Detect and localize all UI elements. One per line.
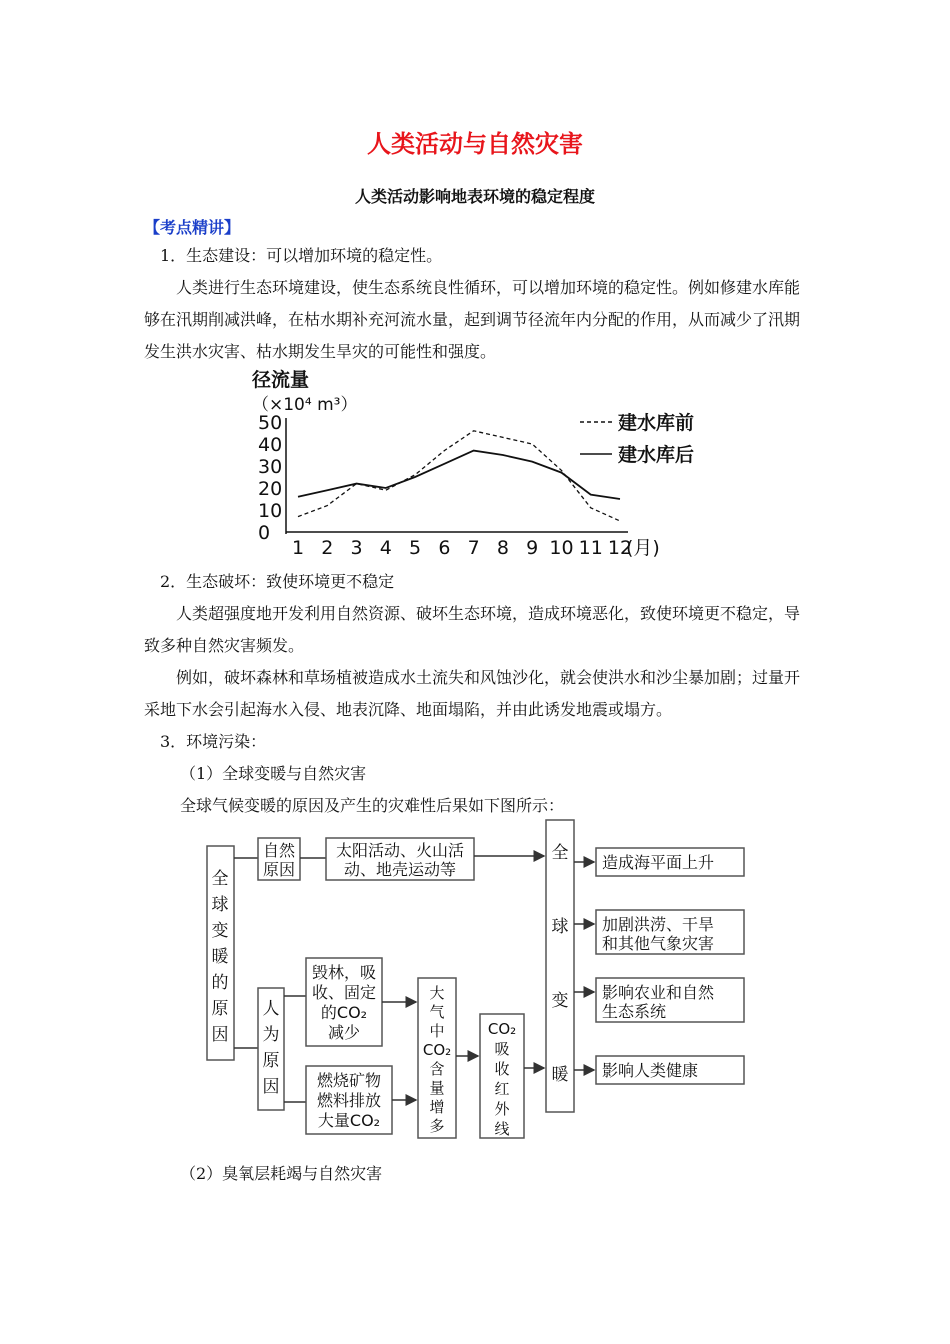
flow-char: 人: [262, 999, 280, 1019]
item-1-heading: 1．生态建设：可以增加环境的稳定性。: [160, 246, 443, 265]
y-tick-label: 50: [258, 412, 283, 434]
series-line-after: [298, 451, 620, 499]
flow-char: 含: [429, 1060, 445, 1078]
effect-text: 影响人类健康: [602, 1061, 699, 1080]
flow-char: 为: [262, 1025, 280, 1045]
flow-char: 因: [211, 1025, 229, 1045]
legend-label: 建水库前: [618, 412, 695, 434]
flow-char: 外: [494, 1100, 510, 1118]
flow-char: 多: [429, 1117, 445, 1135]
x-tick-label: 4: [379, 537, 392, 559]
effect-text: 生态系统: [602, 1002, 667, 1021]
y-axis-label: 径流量: [252, 369, 310, 391]
flow-char: 原: [211, 999, 229, 1019]
flow-char: CO₂: [422, 1041, 452, 1059]
natural-detail-2: 动、地壳运动等: [343, 860, 457, 879]
x-tick-label: 3: [350, 537, 363, 559]
y-axis-unit: （×10⁴ m³）: [252, 395, 358, 415]
x-tick-label: 7: [467, 537, 480, 559]
global-warming-flowchart: [200, 816, 760, 1142]
flow-line: 收、固定: [311, 983, 377, 1002]
natural-detail-1: 太阳活动、火山活: [335, 841, 465, 860]
effect-text: 加剧洪涝、干旱: [602, 915, 715, 934]
y-tick-label: 10: [258, 500, 283, 522]
legend-label: 建水库后: [618, 444, 695, 466]
flow-char: 变: [551, 991, 569, 1011]
effect-text: 造成海平面上升: [602, 853, 715, 872]
item-2-body-2: 例如，破坏森林和草场植被造成水土流失和风蚀沙化，就会使洪水和沙尘暴加剧；过量开采地下水会引起海水入侵、地表沉降、地面塌陷，并由此诱发地震或塌方。: [144, 668, 801, 719]
flow-char: 球: [551, 917, 569, 937]
x-tick-label: 6: [438, 537, 451, 559]
flow-char: 量: [429, 1079, 445, 1097]
flow-char: 收: [494, 1060, 510, 1078]
flow-line: 燃料排放: [316, 1091, 382, 1110]
section-tag: 【考点精讲】: [144, 218, 241, 237]
item-3-intro: 全球气候变暖的原因及产生的灾难性后果如下图所示：: [180, 796, 565, 815]
x-tick-label: 1: [291, 537, 305, 559]
flow-char: 暖: [551, 1065, 569, 1085]
item-2-heading: 2．生态破坏：致使环境更不稳定: [160, 572, 395, 591]
flow-line: 减少: [327, 1023, 361, 1042]
flow-char: 球: [211, 895, 229, 915]
item-3-sub-2: （2）臭氧层耗竭与自然灾害: [180, 1164, 383, 1183]
flow-char: 全: [551, 843, 569, 863]
y-tick-label: 0: [258, 522, 271, 544]
flow-line: 燃烧矿物: [316, 1071, 382, 1090]
flow-char: 线: [494, 1120, 510, 1138]
item-3-sub-1: （1）全球变暖与自然灾害: [180, 764, 367, 783]
y-tick-label: 20: [258, 478, 283, 500]
effect-text: 和其他气象灾害: [602, 934, 715, 953]
flow-char: 中: [429, 1022, 445, 1040]
flow-char: 气: [429, 1003, 445, 1021]
flow-char: 红: [494, 1080, 510, 1098]
natural-cause-label-1: 自然: [262, 841, 296, 860]
y-tick-label: 40: [258, 434, 283, 456]
x-tick-label: 12: [607, 537, 633, 559]
x-axis-label: (月): [626, 537, 660, 559]
section-subtitle: 人类活动影响地表环境的稳定程度: [354, 187, 595, 206]
item-1-body: 人类进行生态环境建设，使生态系统良性循环，可以增加环境的稳定性。例如修建水库能够在汛期削减洪峰，在枯水期补充河流水量，起到调节径流年内分配的作用，从而减少了汛期发生洪水灾害、枯水期发生旱灾的可能性和强度。: [144, 278, 801, 361]
effect-text: 影响农业和自然: [602, 983, 715, 1002]
flow-char: 的: [211, 973, 229, 993]
natural-cause-label-2: 原因: [262, 860, 296, 879]
flow-char: 变: [211, 921, 229, 941]
x-tick-label: 8: [496, 537, 509, 559]
flow-char: 原: [262, 1051, 280, 1071]
item-2-body-1: 人类超强度地开发利用自然资源、破坏生态环境，造成环境恶化，致使环境更不稳定，导致多种自然灾害频发。: [144, 604, 801, 655]
item-3-heading: 3．环境污染：: [160, 732, 267, 751]
flow-line: 毁林，吸: [311, 963, 377, 982]
x-tick-label: 10: [549, 537, 574, 559]
flow-line: 大量CO₂: [317, 1111, 381, 1130]
flow-char: 全: [211, 869, 229, 889]
series-line-before: [298, 431, 620, 521]
flow-char: CO₂: [487, 1020, 517, 1038]
flow-char: 因: [262, 1077, 280, 1097]
runoff-chart: [250, 364, 720, 560]
page-title: 人类活动与自然灾害: [367, 129, 583, 158]
flow-line: 的CO₂: [320, 1003, 368, 1022]
y-tick-label: 30: [258, 456, 283, 478]
flow-char: 增: [429, 1098, 445, 1116]
flow-char: 暖: [211, 947, 229, 967]
flow-char: 吸: [494, 1040, 510, 1058]
x-tick-label: 9: [526, 537, 539, 559]
x-tick-label: 5: [409, 537, 422, 559]
x-tick-label: 11: [578, 537, 603, 559]
x-tick-label: 2: [321, 537, 334, 559]
flow-char: 大: [429, 984, 445, 1002]
